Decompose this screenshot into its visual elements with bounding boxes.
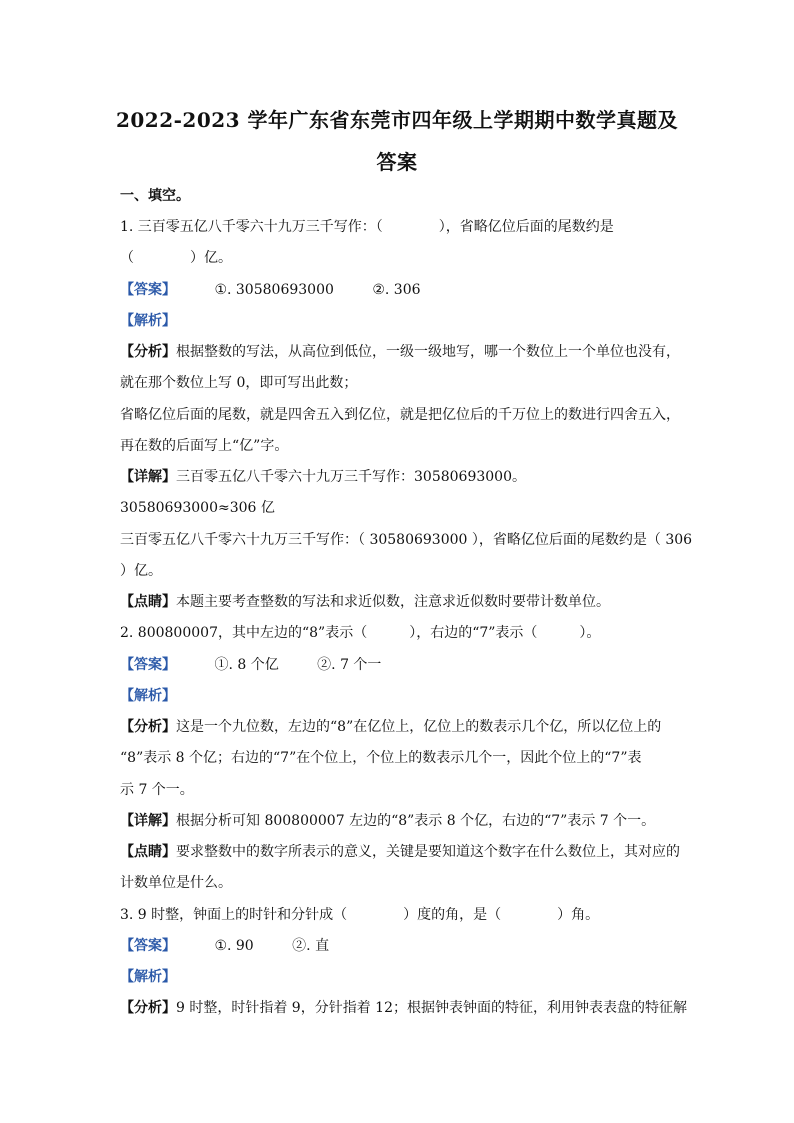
answer-value-1: ①. 90: [214, 938, 254, 954]
question-1-answer: [120, 280, 680, 300]
question-1-text: 1. 三百零五亿八千零六十九万三千写作：（ ），省略亿位后面的尾数约是: [120, 219, 614, 235]
question-1-fenxi-3: 省略亿位后面的尾数，就是四舍五入到亿位，就是把亿位后的千万位上的数进行四舍五入，: [120, 407, 680, 423]
analysis-tag: 【解析】: [120, 313, 176, 329]
question-1-detail-2: 30580693000≈306 亿: [120, 500, 275, 516]
question-2-note-2: 计数单位是什么。: [120, 875, 232, 891]
note-tag: 【点睛】: [120, 844, 176, 860]
question-1-note: [120, 592, 680, 612]
detail-tag: 【详解】: [120, 469, 176, 485]
answer-tag: 【答案】: [120, 282, 176, 298]
question-3-answer: [120, 936, 680, 956]
answer-value-2: ②. 7 个一: [317, 657, 382, 673]
question-2-fenxi: [120, 717, 680, 737]
fenxi-tag: 【分析】: [120, 719, 176, 735]
answer-value-1: ①. 8 个亿: [214, 657, 279, 673]
analysis-tag: 【解析】: [120, 688, 176, 704]
question-1-fenxi: [120, 342, 680, 362]
answer-tag: 【答案】: [120, 657, 176, 673]
fenxi-tag: 【分析】: [120, 344, 176, 360]
document-title-line2: 答案: [376, 150, 418, 174]
question-3-fenxi: [120, 998, 687, 1018]
document-title-line1: 2022-2023 学年广东省东莞市四年级上学期期中数学真题及: [115, 108, 679, 132]
fenxi-tag: 【分析】: [120, 1000, 176, 1016]
note-tag: 【点睛】: [120, 594, 176, 610]
question-1-detail: [120, 467, 680, 487]
fenxi-text: 9 时整，时针指着 9，分针指着 12；根据钟表钟面的特征，利用钟表表盘的特征解: [176, 1000, 687, 1016]
question-2-fenxi-2: “8”表示 8 个亿；右边的“7”在个位上，个位上的数表示几个一，因此个位上的“7”表: [120, 750, 642, 766]
detail-text: 三百零五亿八千零六十九万三千写作：30580693000。: [176, 469, 526, 485]
question-1-detail-4: ）亿。: [120, 563, 162, 579]
question-1-text-cont: （ ）亿。: [120, 250, 232, 266]
question-1-detail-3: 三百零五亿八千零六十九万三千写作：（ 30580693000 ），省略亿位后面的尾数约是（ 306: [120, 532, 693, 548]
question-2-note: [120, 842, 680, 862]
detail-tag: 【详解】: [120, 813, 176, 829]
detail-text: 根据分析可知 800800007 左边的“8”表示 8 个亿，右边的“7”表示 7 个一。: [176, 813, 656, 829]
question-1-fenxi-2: 就在那个数位上写 0，即可写出此数；: [120, 375, 358, 391]
note-text: 本题主要考查整数的写法和求近似数，注意求近似数时要带计数单位。: [176, 594, 610, 610]
question-2-text: 2. 800800007，其中左边的“8”表示（ ），右边的“7”表示（ ）。: [120, 625, 601, 641]
question-2-answer: [120, 655, 680, 675]
question-3-text: 3. 9 时整，钟面上的时针和分针成（ ）度的角，是（ ）角。: [120, 907, 600, 923]
answer-value-2: ②. 306: [372, 282, 421, 298]
answer-value-2: ②. 直: [292, 938, 330, 954]
answer-tag: 【答案】: [120, 938, 176, 954]
fenxi-text: 根据整数的写法，从高位到低位，一级一级地写，哪一个数位上一个单位也没有，: [176, 344, 680, 360]
question-2-fenxi-3: 示 7 个一。: [120, 782, 194, 798]
question-2-detail: [120, 811, 680, 831]
fenxi-text: 这是一个九位数，左边的“8”在亿位上，亿位上的数表示几个亿，所以亿位上的: [176, 719, 662, 735]
section-heading: 一、填空。: [120, 188, 190, 204]
answer-value-1: ①. 30580693000: [214, 282, 334, 298]
analysis-tag: 【解析】: [120, 969, 176, 985]
question-1-fenxi-4: 再在数的后面写上“亿”字。: [120, 438, 289, 454]
note-text: 要求整数中的数字所表示的意义，关键是要知道这个数字在什么数位上，其对应的: [176, 844, 680, 860]
